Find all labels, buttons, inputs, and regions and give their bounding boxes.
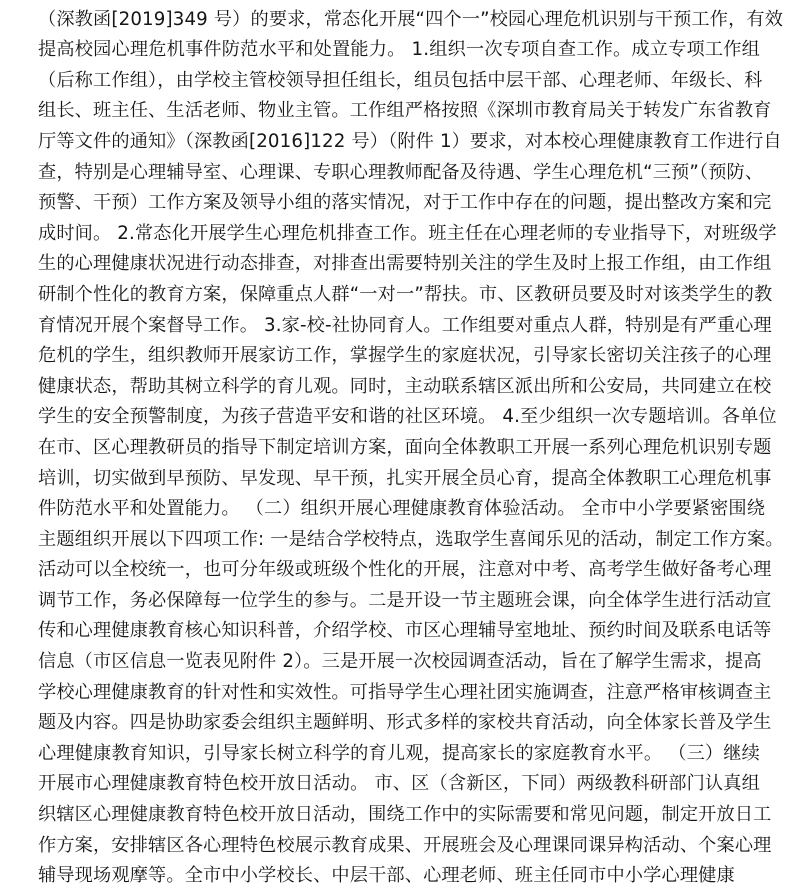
text-line: 组长、班主任、生活老师、物业主管。工作组严格按照《深圳市教育局关于转发广东省教育 [38, 100, 772, 122]
text-line: 预警、干预）工作方案及领导小组的落实情况，对于工作中存在的问题，提出整改方案和完 [38, 192, 772, 214]
text-line: 主题组织开展以下四项工作: 一是结合学校特点，选取学生喜闻乐见的活动，制定工作方案。 [38, 528, 784, 550]
text-line: 作方案，安排辖区各心理特色校展示教育成果、开展班会及心理课同课异构活动、个案心理 [38, 834, 772, 856]
text-line: 织辖区心理健康教育特色校开放日活动，围绕工作中的实际需要和常见问题，制定开放日工 [38, 804, 772, 826]
text-line: 题及内容。四是协助家委会组织主题鲜明、形式多样的家校共育活动，向全体家长普及学生 [38, 712, 772, 734]
text-line: 开展市心理健康教育特色校开放日活动。 市、区（含新区，下同）两级教科研部门认真组 [38, 773, 760, 795]
text-line [38, 0, 760, 5]
text-line: 在市、区心理教研员的指导下制定培训方案，面向全体教职工开展一系列心理危机识别专题 [38, 436, 772, 458]
text-line: 培训，切实做到早预防、早发现、早干预，扎实开展全员心育，提高全体教职工心理危机事 [38, 467, 772, 489]
text-line: 学生的安全预警制度，为孩子营造平安和谐的社区环境。 4.至少组织一次专题培训。各单位 [38, 406, 777, 428]
text-line: 危机的学生，组织教师开展家访工作，掌握学生的家庭状况，引导家长密切关注孩子的心理 [38, 345, 772, 367]
text-line: 学校心理健康教育的针对性和实效性。可指导学生心理社团实施调查，注意严格审核调查主 [38, 681, 772, 703]
text-line: 活动可以全校统一，也可分年级或班级个性化的开展，注意对中考、高考学生做好备考心理 [38, 559, 772, 581]
text-line: 健康状态，帮助其树立科学的育儿观。同时，主动联系辖区派出所和公安局，共同建立在校 [38, 375, 772, 397]
text-line: 厅等文件的通知》（深教函[2016]122 号）（附件 1）要求，对本校心理健康教育工作进行自 [38, 130, 782, 152]
text-line: 传和心理健康教育核心知识科普，介绍学校、市区心理辅导室地址、预约时间及联系电话等 [38, 620, 772, 642]
text-line: 成时间。 2.常态化开展学生心理危机排查工作。班主任在心理老师的专业指导下，对班级学 [38, 222, 777, 244]
text-line: （后称工作组），由学校主管校领导担任组长，组员包括中层干部、心理老师、年级长、科 [38, 69, 763, 91]
text-line: 心理健康教育知识，引导家长树立科学的育儿观，提高家长的家庭教育水平。 （三）继续 [38, 742, 760, 764]
text-line: 研制个性化的教育方案，保障重点人群“一对一”帮扶。市、区教研员要及时对该类学生的教 [38, 283, 773, 305]
text-line: 提高校园心理危机事件防范水平和处置能力。 1.组织一次专项自查工作。成立专项工作组 [38, 39, 760, 61]
text-line: 调节工作，务必保障每一位学生的参与。二是开设一节主题班会课，向全体学生进行活动宣 [38, 589, 772, 611]
text-line: 生的心理健康状况进行动态排查，对排查出需要特别关注的学生及时上报工作组，由工作组 [38, 253, 772, 275]
text-line: 辅导现场观摩等。全市中小学校长、中层干部、心理老师、班主任同市中小学心理健康 [38, 865, 735, 887]
text-line: 育情况开展个案督导工作。 3.家-校-社协同育人。工作组要对重点人群，特别是有严重心理 [38, 314, 772, 336]
text-line: 信息（市区信息一览表见附件 2）。三是开展一次校园调查活动，旨在了解学生需求，提高 [38, 651, 762, 673]
text-line: 件防范水平和处置能力。 （二）组织开展心理健康教育体验活动。 全市中小学要紧密围绕 [38, 498, 766, 520]
text-line: （深教函[2019]349 号）的要求，常态化开展“四个一”校园心理危机识别与干预工作，有效 [38, 8, 784, 30]
text-line: 查，特别是心理辅导室、心理课、专职心理教师配备及待遇、学生心理危机“三预”（预防、 [38, 161, 764, 183]
